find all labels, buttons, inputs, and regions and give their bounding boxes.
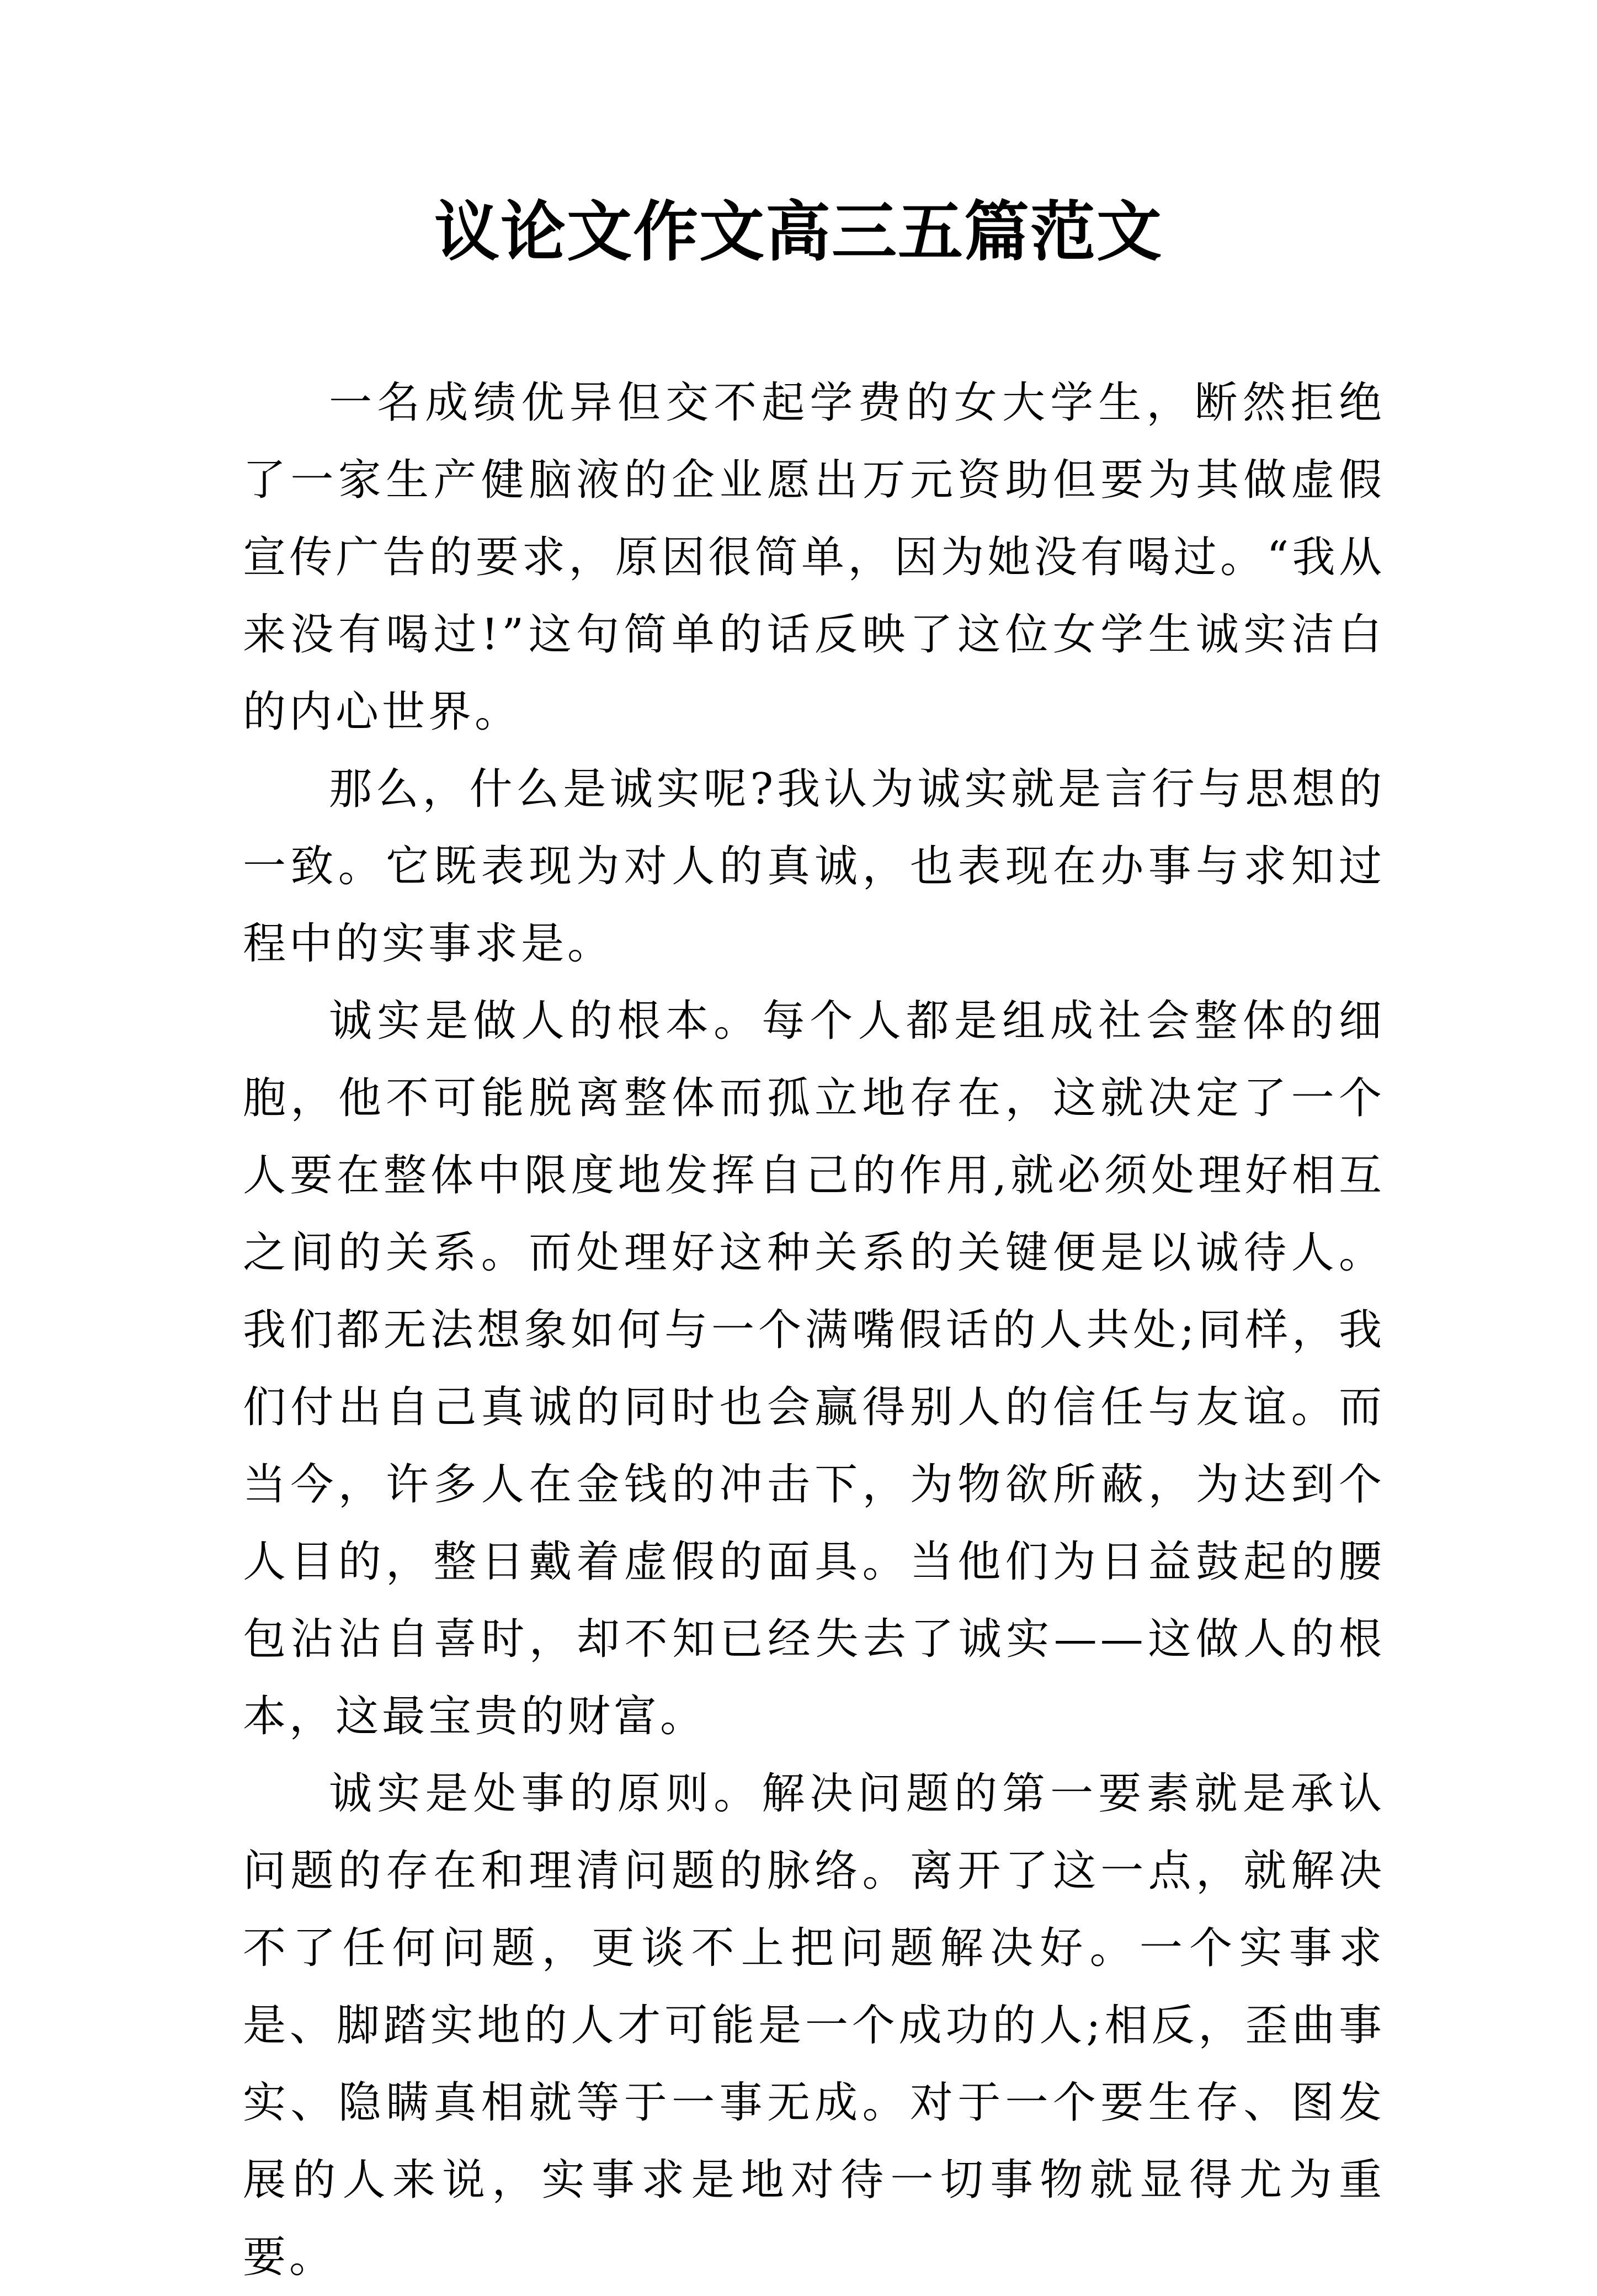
paragraph-3: 诚实是做人的根本。每个人都是组成社会整体的细胞，他不可能脱离整体而孤立地存在，这就决定了一个人要在整体中限度地发挥自己的作用,就必须处理好相互之间的关系。而处理好这种关系的关键便是以诚待人。我们都无法想象如何与一个满嘴假话的人共处;同样，我们付出自己真诚的同时也会赢得别人的信任与友谊。而当今，许多人在金钱的冲击下，为物欲所蔽，为达到个人目的，整日戴着虚假的面具。当他们为日益鼓起的腰包沾沾自喜时，却不知已经失去了诚实——这做人的根本，这最宝贵的财富。	[243, 996, 1385, 1741]
document-body	[243, 364, 1385, 2296]
document-title: 议论文作文高三五篇范文	[434, 193, 1163, 270]
paragraph-1: 一名成绩优异但交不起学费的女大学生，断然拒绝了一家生产健脑液的企业愿出万元资助但要为其做虚假宣传广告的要求，原因很简单，因为她没有喝过。“我从来没有喝过!”这句简单的话反映了这位女学生诚实洁白的内心世界。	[243, 378, 1385, 737]
paragraph-4: 诚实是处事的原则。解决问题的第一要素就是承认问题的存在和理清问题的脉络。离开了这一点，就解决不了任何问题，更谈不上把问题解决好。一个实事求是、脚踏实地的人才可能是一个成功的人;相反，歪曲事实、隐瞒真相就等于一事无成。对于一个要生存、图发展的人来说，实事求是地对待一切事物就显得尤为重要。	[243, 1769, 1385, 2282]
paragraph-2: 那么，什么是诚实呢?我认为诚实就是言行与思想的一致。它既表现为对人的真诚，也表现在办事与求知过程中的实事求是。	[243, 764, 1385, 969]
